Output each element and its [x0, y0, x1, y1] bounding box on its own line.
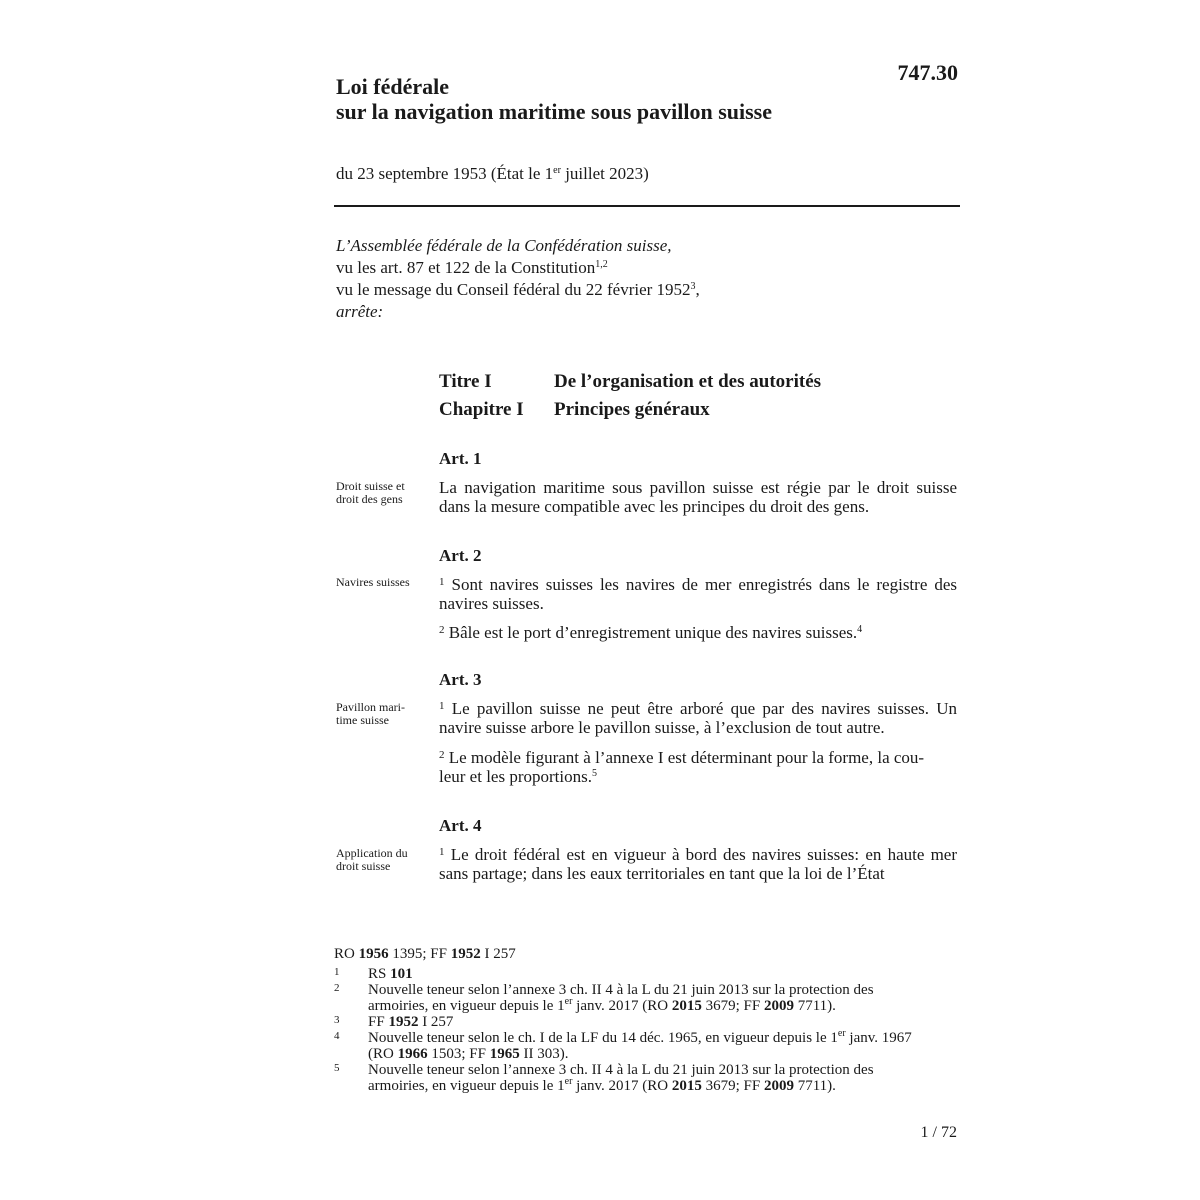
title-line-1: Loi fédérale	[336, 74, 450, 99]
footnote-item	[334, 966, 964, 982]
footnotes	[334, 966, 964, 1094]
footnote-text-part: I 257	[418, 1014, 454, 1030]
footnote-text-part: FF	[368, 1014, 389, 1030]
footnote-text	[368, 1014, 964, 1030]
footnote-ref[interactable]: 5	[591, 768, 597, 779]
footnote-text-part: 1503; FF	[427, 1046, 490, 1062]
document-title	[336, 74, 896, 124]
paragraph-number: 1	[439, 700, 445, 712]
footnote-text	[368, 1030, 964, 1062]
footnote-ref[interactable]: 4	[857, 624, 863, 635]
footnote-line	[368, 1078, 964, 1094]
footnote-line	[368, 998, 964, 1014]
footnote-number: 3	[334, 1014, 340, 1026]
source-year: 1952	[450, 946, 481, 962]
paragraph-text: Sont navires suisses les navires de mer enregistrés dans le registre des navires suisses.	[439, 575, 958, 613]
source-year: 1956	[358, 946, 389, 962]
footnote-number: 5	[334, 1062, 340, 1074]
article-title: Art. 1	[439, 449, 482, 468]
footnote-sup: er	[564, 1076, 573, 1087]
document-number: 747.30	[897, 60, 958, 85]
footnote-bold: 2009	[763, 998, 794, 1014]
article-title: Art. 4	[439, 816, 482, 835]
footnote-text-part: janv. 2017 (RO	[572, 998, 672, 1014]
footnote-text-part: janv. 1967	[845, 1030, 912, 1046]
footnote-sup: er	[837, 1028, 846, 1039]
footnote-bold: 2015	[671, 1078, 702, 1094]
footnote-text-part: janv. 2017 (RO	[572, 1078, 672, 1094]
preamble-line-1: L’Assemblée fédérale de la Confédération suisse,	[336, 236, 672, 255]
footnote-sup: er	[564, 996, 573, 1007]
footnote-text-part: armoiries, en vigueur depuis le 1	[368, 998, 565, 1014]
paragraph-number: 1	[439, 576, 445, 588]
footnote-text-part: II 303).	[519, 1046, 569, 1062]
margin-note	[336, 701, 431, 727]
article-paragraph	[439, 845, 957, 883]
footnote-text-part: 3679; FF	[701, 1078, 764, 1094]
margin-note	[336, 847, 431, 873]
date-prefix: du 23 septembre 1953 (État le 1	[336, 164, 554, 183]
article-paragraph	[439, 699, 957, 737]
margin-note-line: Pavillon mari-	[336, 700, 405, 714]
preamble	[336, 235, 956, 323]
paragraph-text: Le droit fédéral est en vigueur à bord des navires suisses: en haute mer sans partage; dans les eaux territoriales en tant que la loi de l’État	[439, 845, 958, 883]
footnote-text	[368, 966, 964, 982]
article-paragraph: La navigation maritime sous pavillon suisse est régie par le droit suisse dans la mesure compatible avec les principes du droit des gens.	[439, 478, 957, 516]
footnote-line	[368, 1030, 964, 1046]
source-text: RO	[334, 946, 359, 962]
footnote-text-part: Nouvelle teneur selon le ch. I de la LF du 14 déc. 1965, en vigueur depuis le 1	[368, 1030, 838, 1046]
footnote-item	[334, 1030, 964, 1062]
footnote-text-part: 7711).	[793, 998, 836, 1014]
footnote-text-part: armoiries, en vigueur depuis le 1	[368, 1078, 565, 1094]
preamble-line-4: arrête:	[336, 302, 384, 321]
margin-note-line: Application du	[336, 846, 408, 860]
paragraph-text: Bâle est le port d’enregistrement unique des navires suisses.	[448, 623, 858, 642]
preamble-ref-3[interactable]: 3	[690, 281, 696, 292]
footnote-bold: 2015	[671, 998, 702, 1014]
article-paragraph	[439, 623, 957, 642]
footnote-bold: 1952	[388, 1014, 419, 1030]
preamble-line-3-text: vu le message du Conseil fédéral du 22 février 1952	[336, 280, 691, 299]
preamble-line-3-end: ,	[695, 280, 700, 299]
chapitre-text: Principes généraux	[554, 399, 710, 420]
preamble-line-3	[336, 279, 956, 301]
footnote-source	[334, 946, 516, 963]
footnote-bold: 1965	[489, 1046, 520, 1062]
footnote-bold: 1966	[397, 1046, 428, 1062]
article-title: Art. 3	[439, 670, 482, 689]
margin-note-line: Droit suisse et	[336, 479, 405, 493]
footnote-line: Nouvelle teneur selon l’annexe 3 ch. II 4 à la L du 21 juin 2013 sur la protection des	[368, 982, 874, 998]
footnote-text-part: 7711).	[793, 1078, 836, 1094]
margin-note	[336, 480, 431, 506]
margin-note-line: Navires suisses	[336, 575, 410, 589]
footnote-text	[368, 1062, 964, 1094]
margin-note-line: droit suisse	[336, 859, 391, 873]
footnote-item	[334, 1014, 964, 1030]
paragraph-text: Le pavillon suisse ne peut être arboré que par des navires suisses. Un navire suisse arbore le pavillon suisse, à l’exclusion de tout autre.	[439, 699, 957, 737]
header-rule	[334, 205, 960, 207]
paragraph-text: Le modèle figurant à l’annexe I est déterminant pour la forme, la cou-	[448, 748, 925, 767]
margin-note-line: time suisse	[336, 713, 389, 727]
chapitre-label: Chapitre I	[439, 399, 524, 420]
footnote-text-part: (RO	[368, 1046, 398, 1062]
margin-note	[336, 576, 431, 589]
footnote-text-part: RS	[368, 966, 391, 982]
footnote-item	[334, 982, 964, 1014]
titre-text: De l’organisation et des autorités	[554, 371, 822, 392]
source-text: 1395; FF	[388, 946, 451, 962]
footnote-item	[334, 1062, 964, 1094]
footnote-number: 4	[334, 1030, 340, 1042]
preamble-refs[interactable]: 1,2	[595, 259, 608, 270]
source-text: I 257	[480, 946, 516, 962]
preamble-line-2-text: vu les art. 87 et 122 de la Constitution	[336, 258, 596, 277]
footnote-text-part: 3679; FF	[701, 998, 764, 1014]
footnote-line	[368, 1046, 964, 1062]
footnote-number: 1	[334, 966, 340, 978]
date-sup: er	[553, 165, 561, 176]
article-title: Art. 2	[439, 546, 482, 565]
footnote-bold: 101	[390, 966, 413, 982]
footnote-bold: 2009	[763, 1078, 794, 1094]
footnote-text	[368, 982, 964, 1014]
paragraph-number: 2	[439, 624, 445, 636]
document-date	[336, 164, 649, 184]
title-line-2: sur la navigation maritime sous pavillon suisse	[336, 99, 772, 124]
article-paragraph	[439, 748, 957, 786]
titre-label: Titre I	[439, 371, 492, 392]
margin-note-line: droit des gens	[336, 492, 403, 506]
article-paragraph	[439, 575, 957, 613]
paragraph-number: 1	[439, 846, 445, 858]
page-number: 1 / 72	[920, 1124, 957, 1141]
paragraph-text: leur et les proportions.	[439, 767, 592, 786]
preamble-line-2	[336, 257, 956, 279]
date-suffix: juillet 2023)	[560, 164, 649, 183]
paragraph-number: 2	[439, 749, 445, 761]
footnote-number: 2	[334, 982, 340, 994]
footnote-line: Nouvelle teneur selon l’annexe 3 ch. II 4 à la L du 21 juin 2013 sur la protection des	[368, 1062, 874, 1078]
